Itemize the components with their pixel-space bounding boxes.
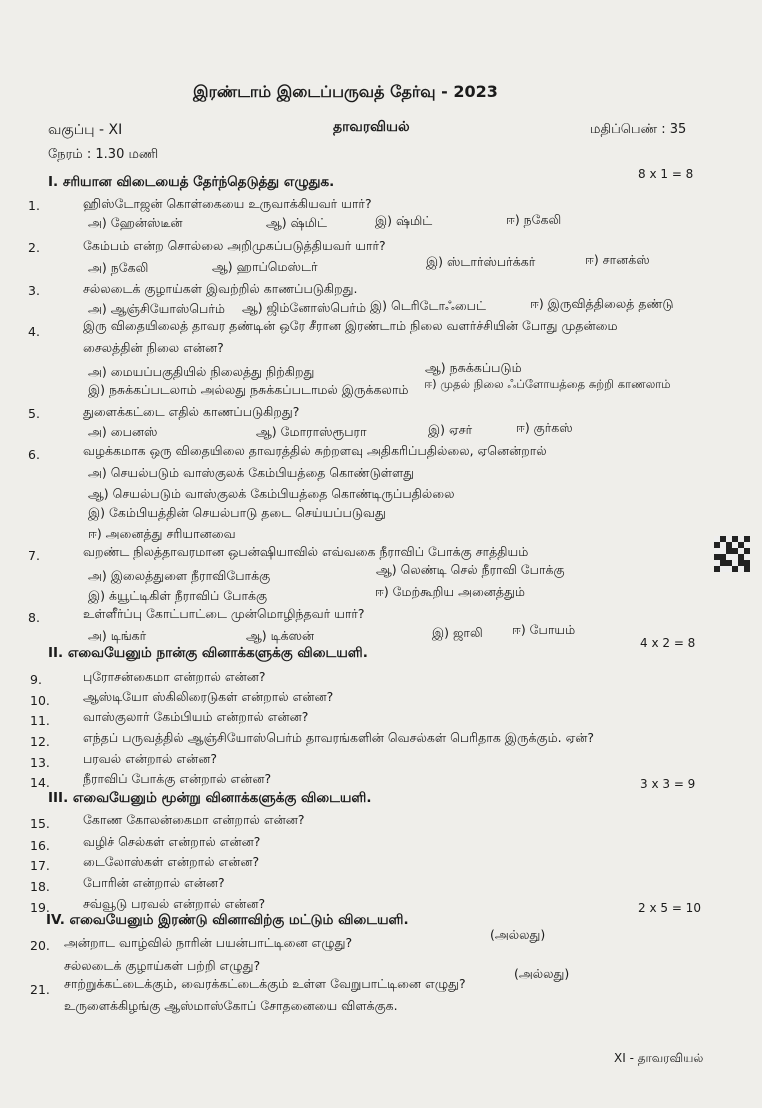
- question-number: 6.: [28, 447, 40, 462]
- question-text: உள்ளீர்ப்பு கோட்பாட்டை முன்மொழிந்தவர் யார்?: [83, 606, 365, 621]
- question-text: சவ்வூடு பரவல் என்றால் என்ன?: [83, 896, 266, 911]
- section-heading: I. சரியான விடையைத் தேர்ந்தெடுத்து எழுதுக.: [48, 174, 335, 190]
- question-number: 16.: [30, 838, 50, 853]
- question-text: வாஸ்குலார் கேம்பியம் என்றால் என்ன?: [83, 709, 309, 724]
- question-number: 8.: [28, 610, 40, 625]
- question-number: 19.: [30, 900, 50, 915]
- question-number: 13.: [30, 755, 50, 770]
- question-number: 7.: [28, 548, 40, 563]
- option-d: ஈ) சானக்ஸ்: [585, 252, 650, 267]
- option-d: ஈ) நகேலி: [506, 212, 562, 227]
- question-number: 15.: [30, 816, 50, 831]
- question-text: போரின் என்றால் என்ன?: [83, 875, 225, 890]
- question-text: கோண கோலன்கைமா என்றால் என்ன?: [83, 812, 305, 827]
- option-b: ஆ) டிக்ஸன்: [246, 628, 315, 643]
- option-d: ஈ) அனைத்து சரியானவை: [88, 526, 236, 541]
- question-number: 20.: [30, 938, 50, 953]
- option-d: ஈ) இருவித்திலைத் தண்டு: [530, 296, 674, 311]
- qr-code-icon: [714, 536, 750, 572]
- question-number: 21.: [30, 982, 50, 997]
- question-text: கேம்பம் என்ற சொல்லை அறிமுகப்படுத்தியவர் யார்?: [83, 238, 386, 253]
- option-a: அ) டிங்கர்: [88, 628, 147, 643]
- option-c: இ) கேம்பியத்தின் செயல்பாடு தடை செய்யப்படுவது: [88, 505, 386, 520]
- question-text: ஆஸ்டியோ ஸ்கிலிரைடுகள் என்றால் என்ன?: [83, 689, 334, 704]
- question-text-continued: சைலத்தின் நிலை என்ன?: [83, 340, 224, 355]
- question-text: டைலோஸ்கள் என்றால் என்ன?: [83, 854, 260, 869]
- question-text: ஹிஸ்டோஜன் கொள்கையை உருவாக்கியவர் யார்?: [83, 196, 372, 211]
- section-marks: 8 x 1 = 8: [638, 167, 694, 181]
- question-number: 18.: [30, 879, 50, 894]
- option-b: ஆ) ஷ்மிட்: [266, 215, 327, 230]
- option-a: அ) பைனஸ்: [88, 424, 158, 439]
- option-c: இ) டெரிடோஃபைட்: [370, 298, 486, 313]
- section-heading: III. எவையேனும் மூன்று வினாக்களுக்கு விடையளி.: [48, 790, 372, 806]
- question-number: 1.: [28, 198, 40, 213]
- or-label: (அல்லது): [490, 927, 546, 942]
- question-text: வழக்கமாக ஒரு விதையிலை தாவரத்தில் சுற்றளவு அதிகரிப்பதில்லை, ஏனென்றால்: [83, 443, 547, 458]
- option-d: ஈ) போயம்: [512, 622, 576, 637]
- option-c: இ) நசுக்கப்படலாம் அல்லது நசுக்கப்படாமல் இருக்கலாம்: [88, 382, 409, 397]
- question-number: 14.: [30, 775, 50, 790]
- question-text: எந்தப் பருவத்தில் ஆஞ்சியோஸ்பெர்ம் தாவரங்களின் வெசல்கள் பெரிதாக இருக்கும். ஏன்?: [83, 730, 595, 745]
- option-b: ஆ) ஹாப்மெஸ்டர்: [212, 259, 318, 274]
- question-number: 5.: [28, 406, 40, 421]
- option-b: ஆ) லெண்டி செல் நீராவி போக்கு: [376, 562, 565, 577]
- option-a: அ) செயல்படும் வாஸ்குலக் கேம்பியத்தை கொண்டுள்ளது: [88, 465, 415, 480]
- option-d: ஈ) குர்கஸ்: [516, 420, 573, 435]
- question-text: அன்றாட வாழ்வில் நாரின் பயன்பாட்டினை எழுது?: [64, 935, 353, 950]
- class-label: வகுப்பு - XI: [48, 122, 123, 138]
- section-heading: II. எவையேனும் நான்கு வினாக்களுக்கு விடையளி.: [48, 645, 368, 661]
- option-c: இ) ஷ்மிட்: [375, 213, 433, 228]
- section-marks: 3 x 3 = 9: [640, 777, 696, 791]
- option-d: ஈ) மேற்கூறிய அனைத்தும்: [375, 584, 525, 599]
- exam-time: நேரம் : 1.30 மணி: [48, 147, 159, 162]
- question-text: புரோசன்கைமா என்றால் என்ன?: [83, 669, 266, 684]
- total-marks: மதிப்பெண் : 35: [590, 122, 687, 137]
- option-c: இ) ஸ்டார்ஸ்பர்க்கர்: [426, 254, 536, 269]
- option-b: ஆ) நசுக்கப்படும்: [425, 360, 522, 375]
- question-text: சல்லடைக் குழாய்கள் இவற்றில் காணப்படுகிறது.: [83, 281, 358, 296]
- option-c: இ) க்யூட்டிகிள் நீராவிப் போக்கு: [88, 588, 268, 603]
- question-number: 2.: [28, 240, 40, 255]
- subject-title: தாவரவியல்: [333, 119, 410, 135]
- question-number: 3.: [28, 283, 40, 298]
- option-d: ஈ) முதல் நிலை ஃப்ளோயத்தை சுற்றி காணலாம்: [424, 377, 671, 391]
- question-text: நீராவிப் போக்கு என்றால் என்ன?: [83, 771, 272, 786]
- section-marks: 4 x 2 = 8: [640, 636, 696, 650]
- question-text: வழிச் செல்கள் என்றால் என்ன?: [83, 834, 261, 849]
- option-b: ஆ) ஜிம்னோஸ்பெர்ம்: [242, 300, 366, 315]
- option-a: அ) ஆஞ்சியோஸ்பெர்ம்: [88, 301, 225, 316]
- option-c: இ) ஏசர்: [428, 422, 473, 437]
- question-text: பரவல் என்றால் என்ன?: [83, 751, 217, 766]
- option-a: அ) இலைத்துளை நீராவிபோக்கு: [88, 568, 271, 583]
- alternate-question-text: உருளைக்கிழங்கு ஆஸ்மாஸ்கோப் சோதனையை விளக்குக.: [64, 998, 398, 1013]
- page-footer: XI - தாவரவியல்: [614, 1051, 704, 1065]
- option-b: ஆ) செயல்படும் வாஸ்குலக் கேம்பியத்தை கொண்டிருப்பதில்லை: [88, 486, 455, 501]
- question-text: சாற்றுக்கட்டைக்கும், வைரக்கட்டைக்கும் உள்ள வேறுபாட்டினை எழுது?: [64, 976, 466, 991]
- exam-title: இரண்டாம் இடைப்பருவத் தேர்வு - 2023: [193, 82, 498, 101]
- option-a: அ) மையப்பகுதியில் நிலைத்து நிற்கிறது: [88, 364, 315, 379]
- question-number: 17.: [30, 858, 50, 873]
- question-number: 10.: [30, 693, 50, 708]
- option-b: ஆ) மோராஸ்ரூபரா: [256, 424, 367, 439]
- alternate-question-text: சல்லடைக் குழாய்கள் பற்றி எழுது?: [64, 958, 261, 973]
- section-marks: 2 x 5 = 10: [638, 901, 701, 915]
- question-text: இரு விதையிலைத் தாவர தண்டின் ஒரே சீரான இரண்டாம் நிலை வளர்ச்சியின் போது முதன்மை: [83, 318, 618, 333]
- option-a: அ) நகேலி: [88, 260, 149, 275]
- or-label: (அல்லது): [514, 966, 570, 981]
- question-number: 4.: [28, 324, 40, 339]
- option-c: இ) ஜாலி: [432, 625, 483, 640]
- option-a: அ) ஹேன்ஸ்டீன்: [88, 215, 183, 230]
- question-number: 12.: [30, 734, 50, 749]
- question-number: 11.: [30, 713, 50, 728]
- section-heading: IV. எவையேனும் இரண்டு வினாவிற்கு மட்டும் விடையளி.: [46, 912, 409, 928]
- question-text: துளைக்கட்டை எதில் காணப்படுகிறது?: [83, 404, 300, 419]
- question-text: வறண்ட நிலத்தாவரமான ஒபன்ஷியாவில் எவ்வகை நீராவிப் போக்கு சாத்தியம்: [83, 544, 529, 559]
- question-number: 9.: [30, 672, 42, 687]
